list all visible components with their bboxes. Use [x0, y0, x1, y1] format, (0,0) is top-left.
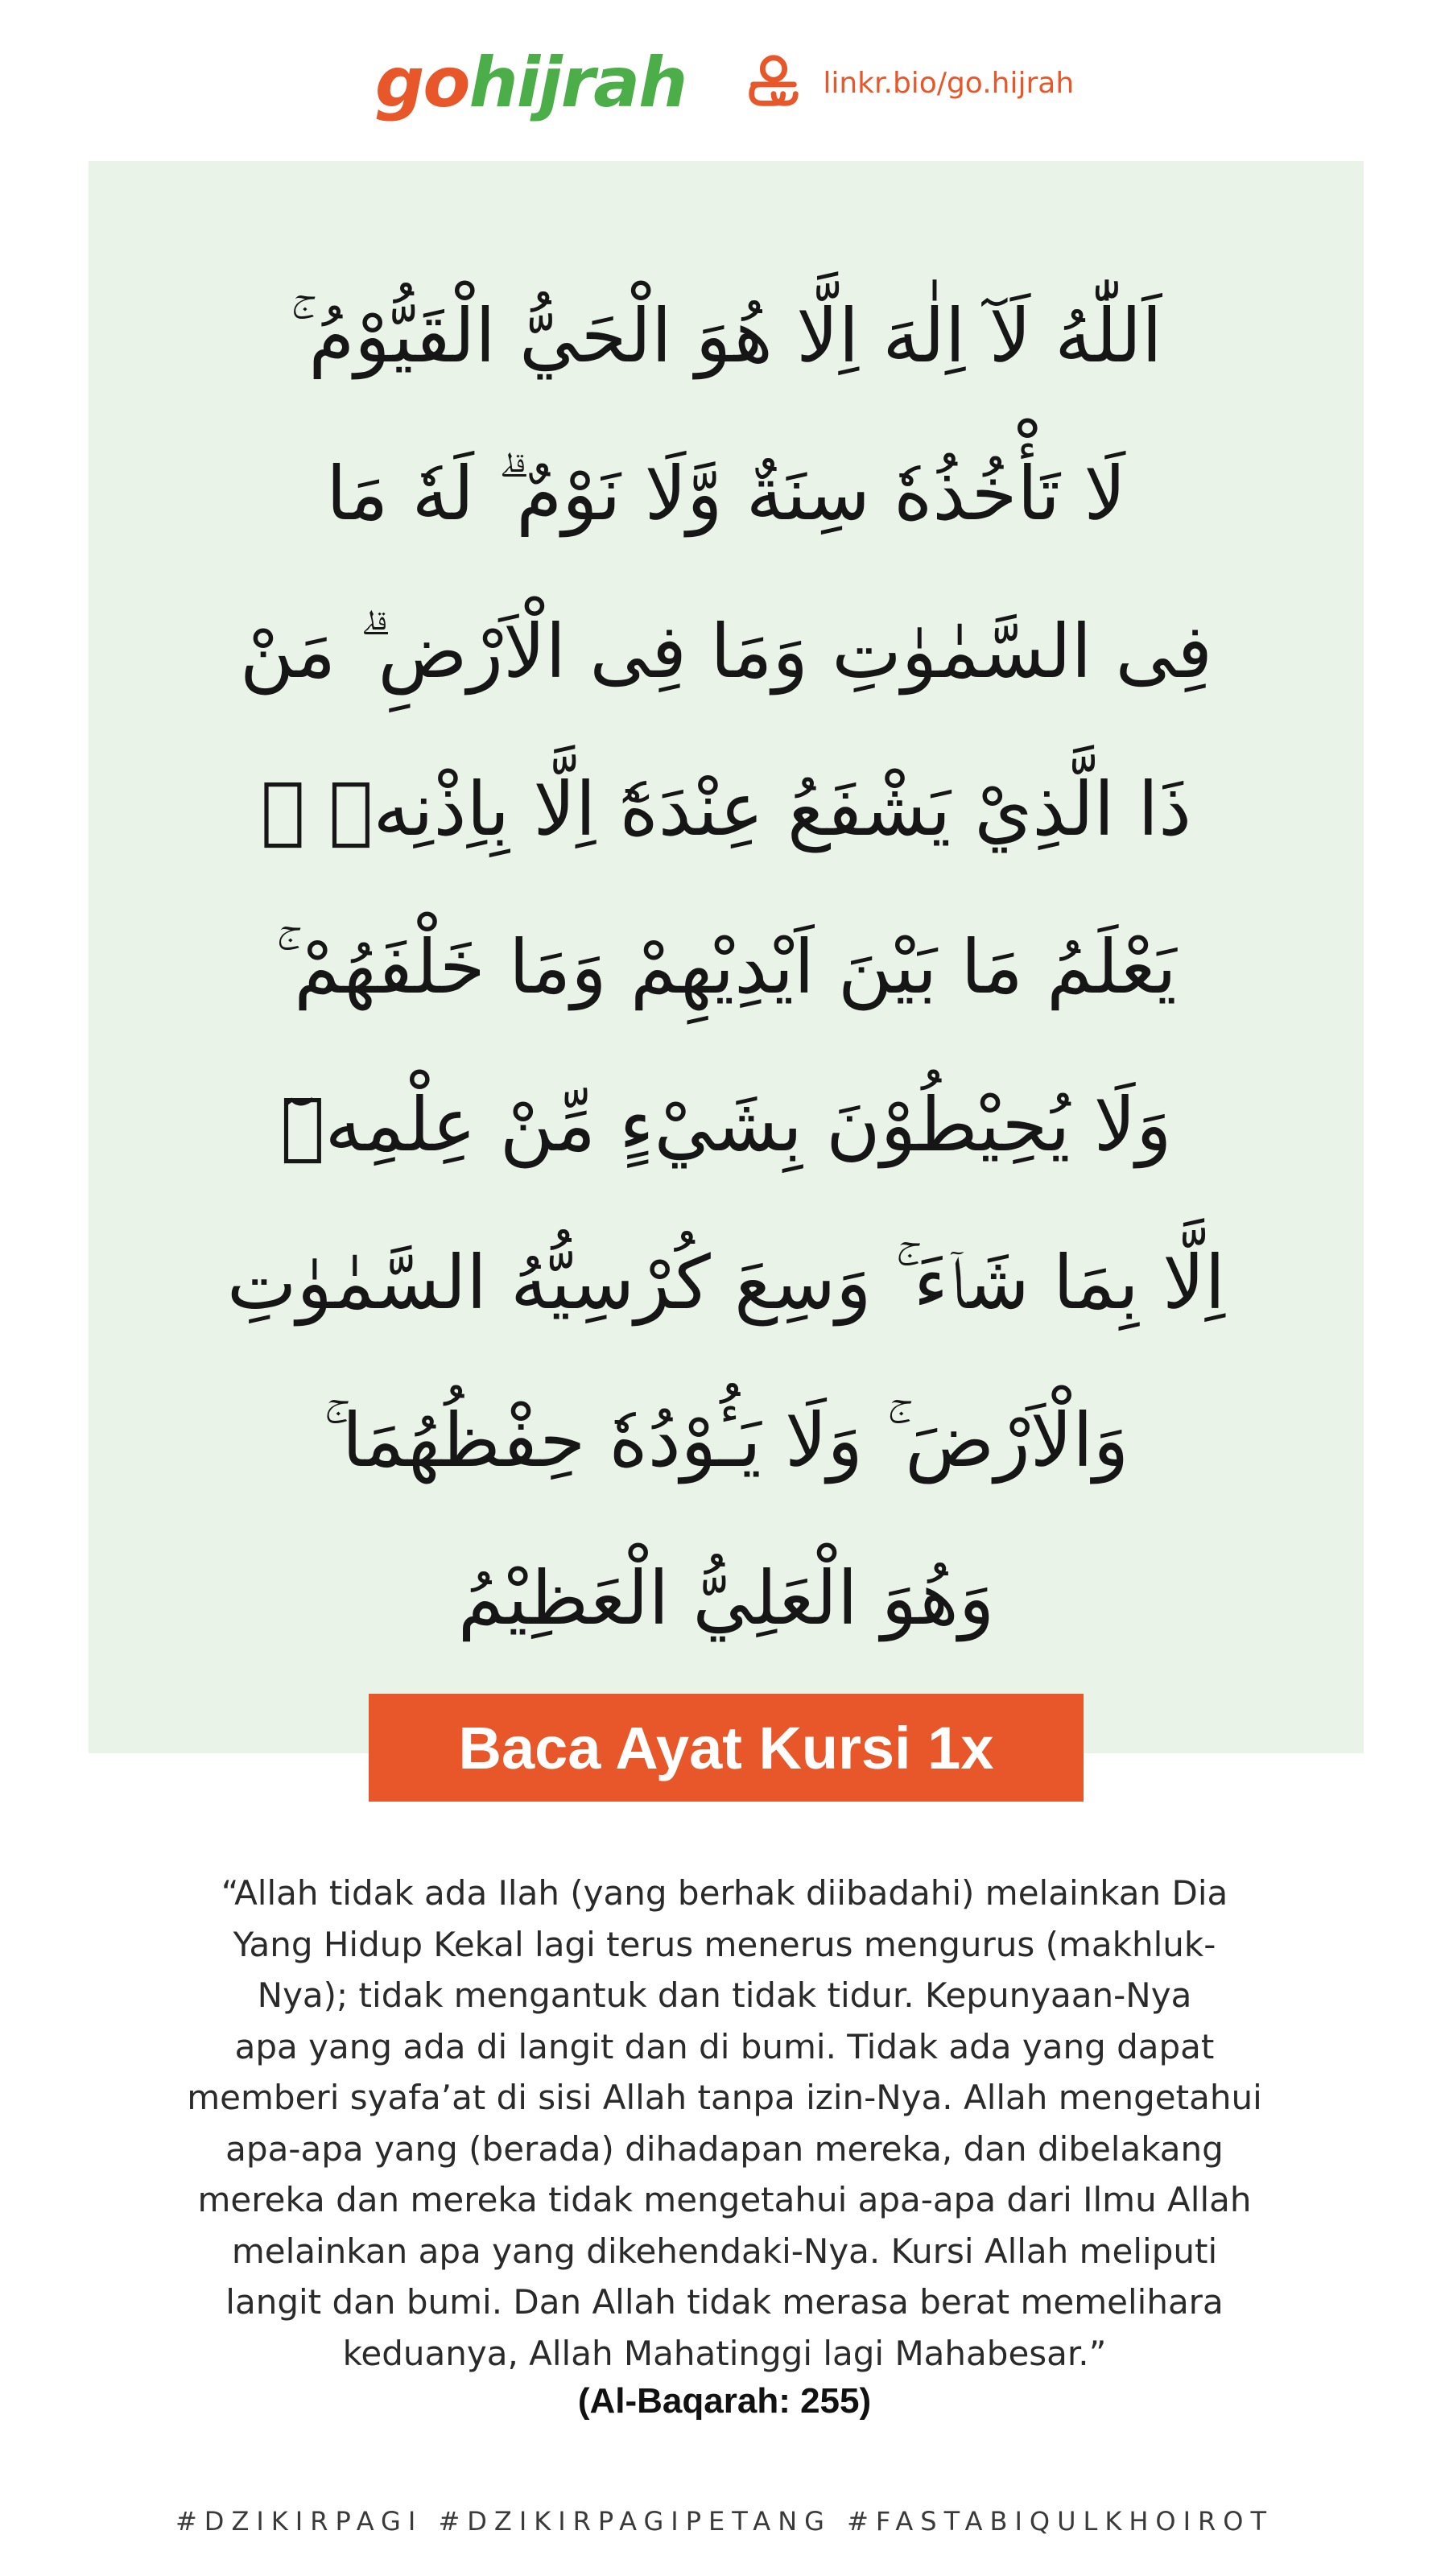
- arabic-verse: [89, 258, 1364, 1678]
- translation-line: melainkan apa yang dikehendaki-Nya. Kursi Allah meliputi: [231, 2231, 1218, 2271]
- link-icon: [742, 52, 805, 114]
- arabic-line: يَعْلَمُ مَا بَيْنَ اَيْدِيْهِمْ وَمَا خَلْفَهُمْ ۚ: [275, 924, 1177, 1010]
- link-url: linkr.bio/go.hijrah: [823, 66, 1075, 100]
- translation-line: memberi syafa’at di sisi Allah tanpa izin-Nya. Allah mengetahui: [187, 2078, 1262, 2117]
- translation-text: [121, 1868, 1328, 2379]
- arabic-line: اَللّٰهُ لَآ اِلٰهَ اِلَّا هُوَ الْحَيُّ الْقَيُّوْمُ ۚ: [290, 293, 1162, 379]
- arabic-line: وَلَا يُحِيْطُوْنَ بِشَيْءٍ مِّنْ عِلْمِهٖٓ: [280, 1082, 1172, 1168]
- profile-link[interactable]: [742, 52, 1074, 114]
- logo-go: go: [374, 43, 469, 123]
- translation-line: langit dan bumi. Dan Allah tidak merasa berat memelihara: [225, 2282, 1224, 2322]
- translation-line: Yang Hidup Kekal lagi terus menerus mengurus (makhluk-: [233, 1924, 1216, 1964]
- cta-banner: Baca Ayat Kursi 1x: [369, 1694, 1084, 1802]
- translation-line: apa-apa yang (berada) dihadapan mereka, dan dibelakang: [225, 2128, 1224, 2169]
- logo-hijrah: hijrah: [469, 43, 687, 123]
- arabic-line: فِى السَّمٰوٰتِ وَمَا فِى الْاَرْضِ ۗ مَنْ: [239, 609, 1213, 695]
- translation-line: mereka dan mereka tidak mengetahui apa-apa dari Ilmu Allah: [197, 2180, 1252, 2219]
- arabic-line: ذَا الَّذِيْ يَشْفَعُ عِنْدَهٗٓ اِلَّا بِاِذْنِهٖ ۗ: [260, 766, 1192, 852]
- translation-line: apa yang ada di langit dan di bumi. Tidak ada yang dapat: [234, 2026, 1215, 2066]
- verse-source: (Al-Baqarah: 255): [577, 2381, 872, 2421]
- arabic-line: وَهُوَ الْعَلِيُّ الْعَظِيْمُ: [457, 1555, 995, 1641]
- arabic-line: وَالْاَرْضَ ۚ وَلَا يَـُٔوْدُهٗ حِفْظُهُمَا ۚ: [323, 1397, 1129, 1484]
- hashtags[interactable]: #DZIKIRPAGI #DZIKIRPAGIPETANG #FASTABIQULKHOIROT: [175, 2506, 1274, 2537]
- verse-panel: [89, 161, 1364, 1753]
- translation-line: Nya); tidak mengantuk dan tidak tidur. Kepunyaan-Nya: [257, 1975, 1192, 2015]
- translation-line: keduanya, Allah Mahatinggi lagi Mahabesar.”: [342, 2333, 1107, 2373]
- translation-line: “Allah tidak ada Ilah (yang berhak diibadahi) melainkan Dia: [221, 1873, 1228, 1913]
- gohijrah-logo[interactable]: [375, 43, 687, 123]
- arabic-line: اِلَّا بِمَا شَاۤءَ ۚ وَسِعَ كُرْسِيُّهُ السَّمٰوٰتِ: [226, 1240, 1226, 1326]
- header: [0, 39, 1449, 127]
- arabic-line: لَا تَأْخُذُهٗ سِنَةٌ وَّلَا نَوْمٌ ۗ لَهٗ مَا: [326, 451, 1126, 537]
